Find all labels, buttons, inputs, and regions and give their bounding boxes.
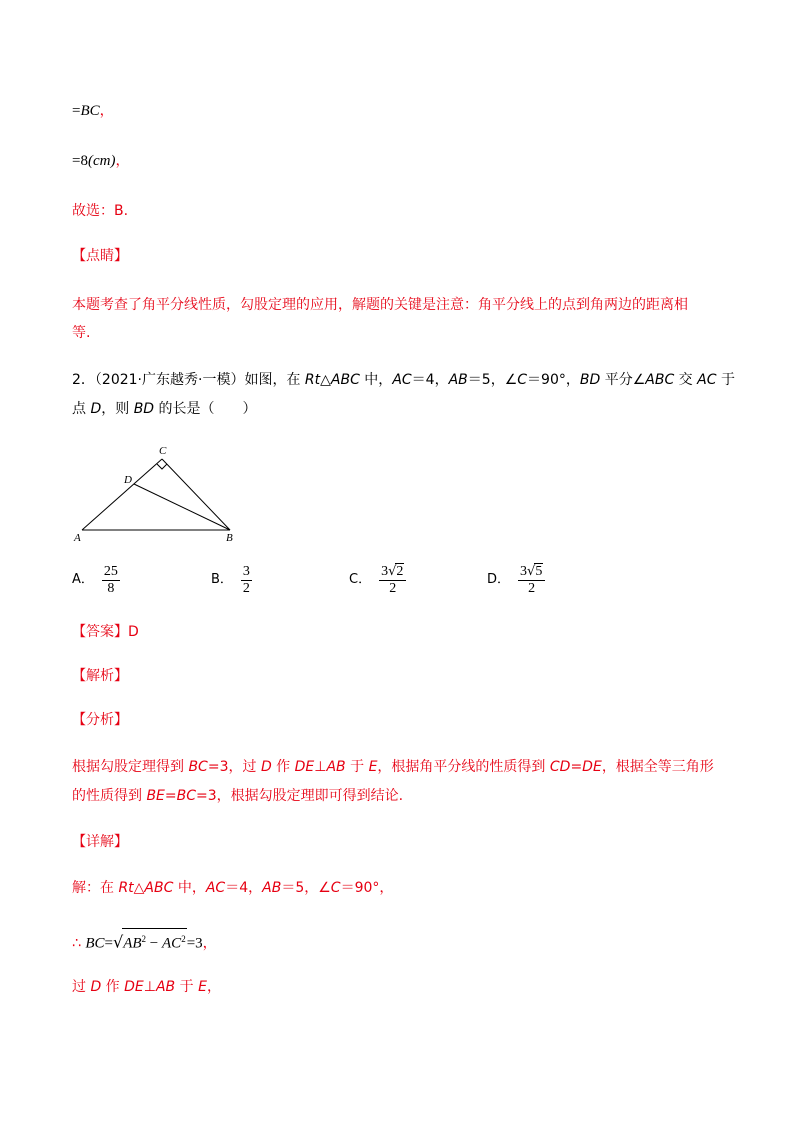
detail-header: 【详解】 [72, 834, 128, 850]
analysis-sub-header: 【分析】 [72, 712, 128, 728]
side-cb [162, 459, 230, 530]
comment-header: 【点睛】 [72, 248, 128, 264]
comment-line-1: 本题考查了角平分线性质，勾股定理的应用，解题的关键是注意：角平分线上的点到角两边的距离相 [72, 297, 688, 313]
comment-line-2: 等. [72, 325, 91, 341]
equation-bc: =BC， [72, 103, 114, 119]
analysis-line-2: 的性质得到 BE=BC=3，根据勾股定理即可得到结论. [72, 788, 404, 804]
sqrt-icon: √ [527, 564, 536, 579]
detail-line-1: 解：在 Rt△ABC 中，AC＝4，AB＝5，∠C＝90°， [72, 880, 394, 896]
question-line-2: 点 D，则 BD 的长是（ ） [72, 401, 257, 417]
side-ac [82, 459, 162, 530]
label-d: D [124, 474, 132, 486]
option-a-fraction: $\frac{25}{8}$ [103, 563, 118, 596]
segment-bd [134, 484, 230, 530]
question-line-1: 2．（2021·广东越秀·一模）如图，在 Rt△ABC 中，AC＝4，AB＝5，∠C＝90°，BD 平分∠ABC 交 AC 于 [72, 372, 735, 388]
option-b[interactable]: B． $\frac{3}{2}$ [211, 563, 250, 596]
answer: 【答案】D [72, 624, 139, 640]
option-c-fraction: $\frac{3√2}{2}$ [379, 563, 406, 597]
label-b: B [226, 532, 233, 544]
right-angle-mark [157, 464, 167, 469]
choice-statement: 故选：B. [72, 203, 129, 219]
sqrt-icon: √ [388, 564, 397, 579]
option-b-fraction: $\frac{3}{2}$ [242, 563, 250, 596]
triangle-figure [70, 440, 250, 545]
label-a: A [74, 532, 81, 544]
option-a[interactable]: A． $\frac{25}{8}$ [72, 563, 118, 596]
option-c[interactable]: C． $\frac{3√2}{2}$ [349, 563, 406, 598]
option-d[interactable]: D． $\frac{3√5}{2}$ [487, 563, 545, 598]
label-c: C [159, 445, 167, 457]
sqrt-icon: √ [113, 932, 124, 952]
detail-line-3: 过 D 作 DE⊥AB 于 E， [72, 979, 221, 995]
option-d-fraction: $\frac{3√5}{2}$ [518, 563, 545, 597]
analysis-line-1: 根据勾股定理得到 BC=3，过 D 作 DE⊥AB 于 E，根据角平分线的性质得到 CD=DE，根据全等三角形 [72, 759, 714, 775]
analysis-header: 【解析】 [72, 668, 128, 684]
equation-8cm: =8(cm)， [72, 153, 130, 169]
detail-equation-bc: ∴ $BC=√AB^2 - AC^2=3$， [72, 928, 217, 954]
